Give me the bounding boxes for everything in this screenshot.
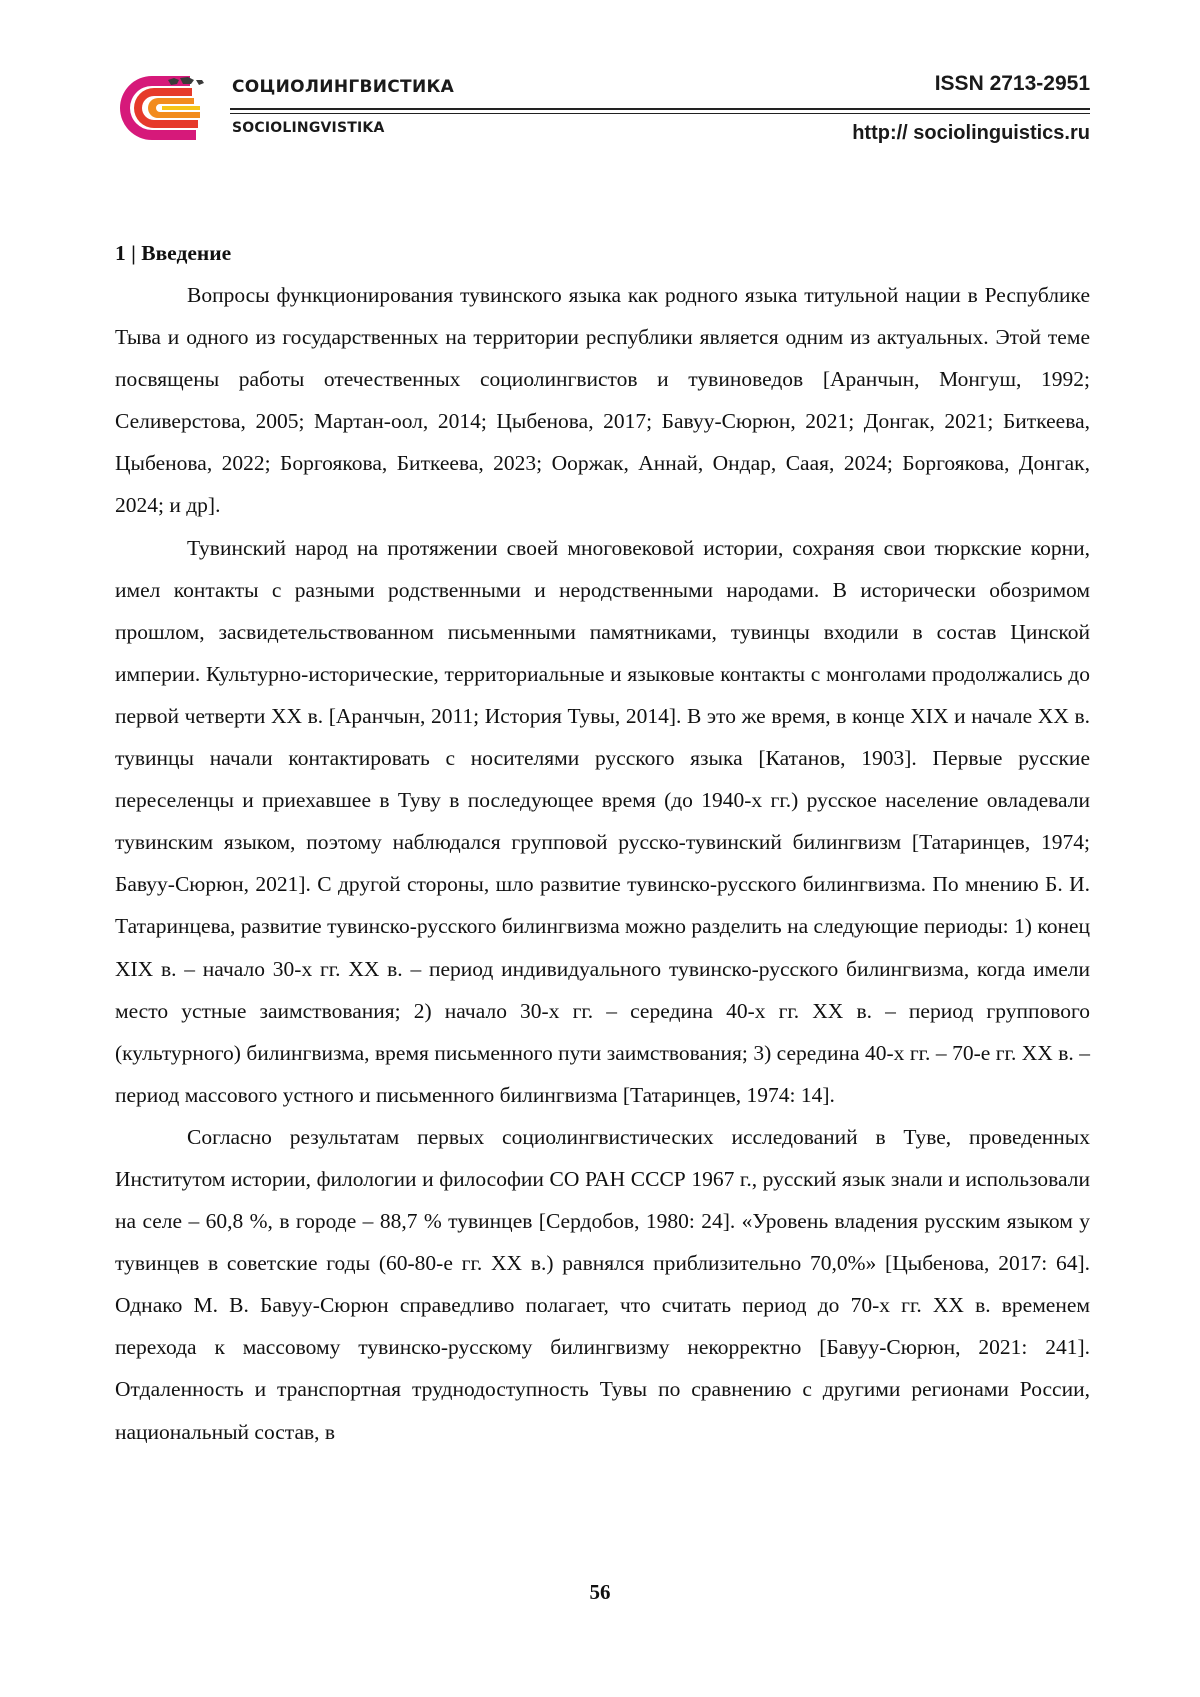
journal-logo-icon (112, 68, 212, 148)
page-header (0, 0, 1200, 160)
header-rule-thin (230, 113, 1090, 114)
issn: ISSN 2713-2951 (934, 72, 1090, 95)
page-body (115, 232, 1090, 1453)
page-number: 56 (589, 1580, 611, 1604)
paragraph: Тувинский народ на протяжении своей многовековой истории, сохраняя свои тюркские корни, имел контакты с разными родственными и неродственными народами. В исторически обозримом прошлом, засвидетельствованном письменными памятниками, тувинцы входили в состав Цинской империи. Культурно-исторические, территориальные и языковые контакты с монголами продолжались до первой четверти XX в. [Аранчын, 2011; История Тувы, 2014]. В это же время, в конце XIX и начале XX в. тувинцы начали контактировать с носителями русского языка [Катанов, 1903]. Первые русские переселенцы и приехавшее в Туву в последующее время (до 1940-х гг.) русское население овладевали тувинским языком, поэтому наблюдался групповой русско-тувинский билингвизм [Татаринцев, 1974; Бавуу-Сюрюн, 2021]. С другой стороны, шло развитие тувинско-русского билингвизма. По мнению Б. И. Татаринцева, развитие тувинско-русского билингвизма можно разделить на следующие периоды: 1) конец XIX в. – начало 30-х гг. XX в. – период индивидуального тувинско-русского билингвизма, когда имели место устные заимствования; 2) начало 30-х гг. – середина 40-х гг. XX в. – период группового (культурного) билингвизма, время письменного пути заимствования; 3) середина 40-х гг. – 70-е гг. XX в. – период массового устного и письменного билингвизма [Татаринцев, 1974: 14]. (115, 535, 1090, 1107)
paragraph: Согласно результатам первых социолингвистических исследований в Туве, проведенных Институтом истории, филологии и философии СО РАН СССР 1967 г., русский язык знали и использовали на селе – 60,8 %, в городе – 88,7 % тувинцев [Сердобов, 1980: 24]. «Уровень владения русским языком у тувинцев в советские годы (60-80-е гг. XX в.) равнялся приблизительно 70,0%» [Цыбенова, 2017: 64]. Однако М. В. Бавуу-Сюрюн справедливо полагает, что считать период до 70-х гг. XX в. временем перехода к массовому тувинско-русскому билингвизму некорректно [Бавуу-Сюрюн, 2021: 241]. Отдаленность и транспортная труднодоступность Тувы по сравнению с другими регионами России, национальный состав, в (115, 1124, 1090, 1444)
header-rule (230, 108, 1090, 110)
journal-title-en: SOCIOLINGVISTIKA (232, 120, 385, 136)
paragraph: Вопросы функционирования тувинского языка как родного языка титульной нации в Республике Тыва и одного из государственных на территории республики является одним из актуальных. Этой теме посвящены работы отечественных социолингвистов и тувиноведов [Аранчын, Монгуш, 1992; Селиверстова, 2005; Мартан-оол, 2014; Цыбенова, 2017; Бавуу-Сюрюн, 2021; Донгак, 2021; Биткеева, Цыбенова, 2022; Боргоякова, Биткеева, 2023; Ооржак, Аннай, Ондар, Саая, 2024; Боргоякова, Донгак, 2024; и др]. (115, 283, 1090, 518)
section-title: 1 | Введение (115, 241, 232, 265)
journal-url[interactable]: http:// sociolinguistics.ru (852, 122, 1090, 144)
journal-title-ru: СОЦИОЛИНГВИСТИКА (232, 77, 455, 97)
